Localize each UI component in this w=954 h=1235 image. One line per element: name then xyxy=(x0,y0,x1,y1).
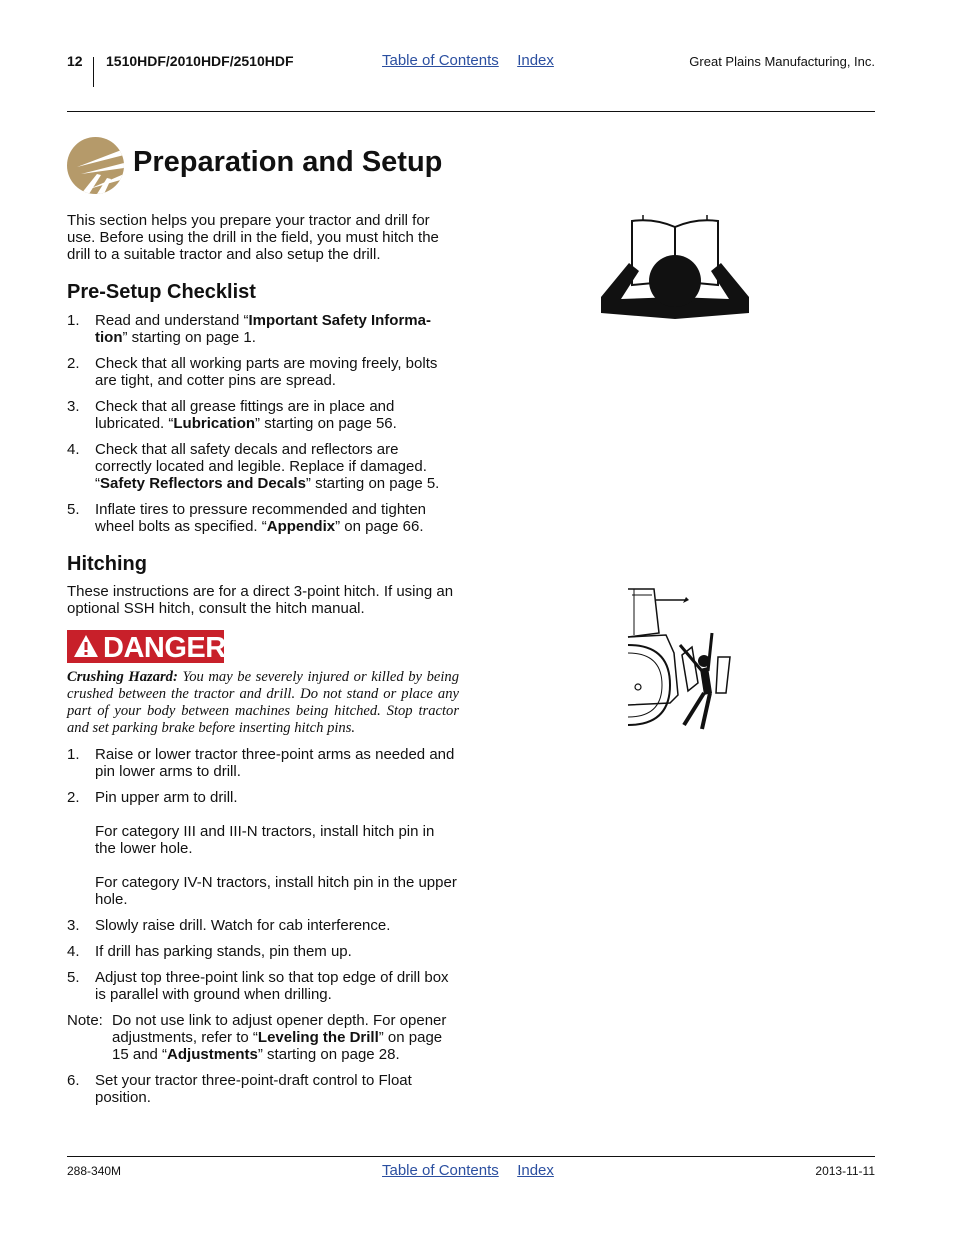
footer-nav xyxy=(382,1162,568,1180)
hazard-title: Crushing Hazard: xyxy=(67,669,178,685)
header-toc-link[interactable]: Table of Contents xyxy=(382,52,499,69)
hitching-intro: These instructions are for a direct 3-point hitch. If using an optional SSH hitch, consult the hitch manual. xyxy=(67,583,454,617)
footer-toc-link[interactable]: Table of Contents xyxy=(382,1162,499,1179)
danger-label xyxy=(67,630,224,663)
footer-index-link[interactable]: Index xyxy=(517,1162,554,1179)
header-rule xyxy=(67,111,875,112)
step-subparagraph: For category III and III-N tractors, install hitch pin in the lower hole. xyxy=(95,823,435,857)
list-item: 3. Slowly raise drill. Watch for cab interference. xyxy=(67,917,391,934)
list-item: 2. Check that all working parts are moving freely, bolts are tight, and cotter pins are spread. xyxy=(67,355,438,389)
list-item: 5. Inflate tires to pressure recommended and tighten wheel bolts as specified. “Appendix” on page 66. xyxy=(67,501,427,535)
header-index-link[interactable]: Index xyxy=(517,52,554,69)
document-code: 288-340M xyxy=(67,1164,122,1178)
company-name: Great Plains Manufacturing, Inc. xyxy=(689,54,875,69)
list-item: 2. Pin upper arm to drill. For category III and III-N tractors, install hitch pin in the lower hole. For category IV-N tractors, install hitch pin in the upper hole. xyxy=(67,789,459,908)
hazard-message xyxy=(67,669,459,737)
checklist-heading: Pre-Setup Checklist xyxy=(67,281,256,303)
list-item: 1. Raise or lower tractor three-point arms as needed and pin lower arms to drill. xyxy=(67,746,455,780)
hitching-steps xyxy=(67,746,459,1115)
page-number: 12 xyxy=(67,53,83,69)
document-date: 2013-11-11 xyxy=(815,1164,875,1178)
list-item: 4. Check that all safety decals and reflectors are correctly located and legible. Replace if damaged. “Safety Reflectors and Decals” starting on page 5. xyxy=(67,441,440,492)
danger-triangle-icon xyxy=(73,634,99,658)
tractor-hitch-hazard-icon xyxy=(626,585,738,731)
model-name: 1510HDF/2010HDF/2510HDF xyxy=(106,53,294,69)
section-logo-icon xyxy=(67,137,124,194)
hitching-heading: Hitching xyxy=(67,553,147,575)
list-item: 5. Adjust top three-point link so that top edge of drill box is parallel with ground when drilling. xyxy=(67,969,449,1003)
page-title: Preparation and Setup xyxy=(133,146,443,178)
list-item: 1. Read and understand “Important Safety Informa-tion” starting on page 1. xyxy=(67,312,431,346)
header-divider xyxy=(93,57,94,87)
hazard-text: You may be severely injured or killed by being crushed between the tractor and drill. Do not stand or place any part of your body between machines being hitched. Stop tractor and set parking brake before inserting hitch pins. xyxy=(67,669,460,736)
note: Note: Do not use link to adjust opener depth. For opener adjustments, refer to “Leveling the Drill” on page 15 and “Adjustments” starting on page 28. xyxy=(67,1012,447,1063)
reading-manual-icon xyxy=(599,215,754,325)
header-nav xyxy=(382,52,568,70)
list-item: 6. Set your tractor three-point-draft control to Float position. xyxy=(67,1072,412,1106)
step-subparagraph: For category IV-N tractors, install hitch pin in the upper hole. xyxy=(95,874,457,908)
list-item: 3. Check that all grease fittings are in place and lubricated. “Lubrication” starting on page 56. xyxy=(67,398,397,432)
intro-paragraph: This section helps you prepare your tractor and drill for use. Before using the drill in the field, you must hitch the drill to a suitable tractor and also setup the drill. xyxy=(67,212,439,263)
footer-rule xyxy=(67,1156,875,1157)
danger-text: DANGER xyxy=(103,632,226,664)
list-item: 4. If drill has parking stands, pin them up. xyxy=(67,943,352,960)
checklist-list xyxy=(67,312,459,544)
